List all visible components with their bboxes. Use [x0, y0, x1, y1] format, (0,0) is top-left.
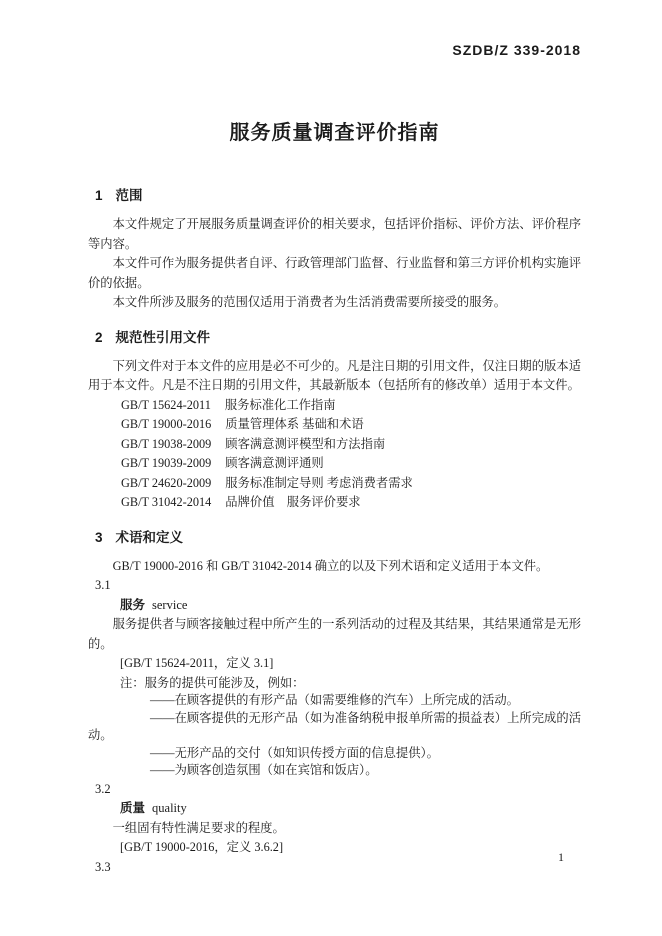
section-2-title: 规范性引用文件: [115, 329, 211, 345]
reference-title: 品牌价值 服务评价要求: [225, 495, 361, 509]
section-2-heading: [88, 328, 581, 348]
section-1-title: 范围: [115, 188, 143, 203]
term-source: [GB/T 19000-2016，定义 3.6.2]: [120, 840, 284, 854]
page-number: 1: [558, 850, 564, 864]
reference-title: 服务标准化工作指南: [224, 397, 336, 412]
term-source: [GB/T 15624-2011，定义 3.1]: [120, 656, 274, 670]
reference-code: GB/T 15624-2011: [121, 397, 211, 412]
reference-code: GB/T 19039-2009: [121, 456, 212, 470]
doc-title: 服务质量调查评价指南: [229, 122, 440, 144]
note-item: ——为顾客创造氛围（如在宾馆和饭店）。: [150, 763, 378, 777]
term-zh: 质量: [120, 801, 146, 815]
reference-item: [88, 415, 581, 435]
section-3-intro: GB/T 19000-2016 和 GB/T 31042-2014 确立的以及下列术语和定义适用于本文件。: [112, 558, 549, 573]
reference-item: [88, 454, 581, 474]
reference-title: 顾客满意测评模型和方法指南: [225, 436, 386, 451]
section-3-title: 术语和定义: [115, 529, 184, 545]
reference-title: 质量管理体系 基础和术语: [225, 417, 364, 431]
section-1-paragraph: 本文件规定了开展服务质量调查评价的相关要求，包括评价指标、评价方法、评价程序等内容。: [88, 217, 581, 251]
section-2-intro: 下列文件对于本文件的应用是必不可少的。凡是注日期的引用文件，仅注日期的版本适用于本文件。凡是不注日期的引用文件，其最新版本（包括所有的修改单）适用于本文件。: [88, 358, 581, 392]
section-3-number: 3: [95, 529, 103, 545]
note-item: ——无形产品的交付（如知识传授方面的信息提供）。: [150, 745, 439, 760]
section-3-heading: [88, 528, 581, 548]
section-1-heading: [88, 186, 581, 206]
section-2-number: 2: [95, 329, 103, 345]
term-line-service: [88, 596, 581, 616]
reference-code: GB/T 31042-2014: [121, 495, 212, 509]
reference-code: GB/T 24620-2009: [121, 475, 212, 490]
reference-title: 顾客满意测评通则: [225, 456, 324, 470]
term-line-quality: [88, 799, 581, 819]
reference-code: GB/T 19038-2009: [121, 436, 212, 451]
clause-number-3-3: 3.3: [95, 859, 111, 874]
section-1-paragraph: 本文件所涉及服务的范围仅适用于消费者为生活消费需要所接受的服务。: [112, 295, 507, 309]
term-definition: 一组固有特性满足要求的程度。: [112, 820, 285, 835]
doc-number: SZDB/Z 339-2018: [452, 42, 581, 58]
note-item: ——在顾客提供的无形产品（如为准备纳税申报单所需的损益表）上所完成的活动。: [88, 710, 581, 742]
note-item: ——在顾客提供的有形产品（如需要维修的汽车）上所完成的活动。: [150, 693, 519, 707]
reference-item: [88, 396, 581, 416]
term-zh: 服务: [120, 597, 146, 612]
term-en: service: [152, 597, 188, 612]
clause-number-3-2: 3.2: [95, 781, 111, 796]
reference-item: [88, 435, 581, 455]
note-label: 注：服务的提供可能涉及，例如：: [120, 675, 305, 690]
section-1-number: 1: [95, 188, 103, 203]
section-1-paragraph: 本文件可作为服务提供者自评、行政管理部门监督、行业监督和第三方评价机构实施评价的依据。: [88, 256, 581, 290]
reference-code: GB/T 19000-2016: [121, 417, 212, 431]
term-en: quality: [152, 801, 187, 815]
reference-item: [88, 493, 581, 513]
clause-number-3-1: 3.1: [95, 578, 111, 592]
term-definition: 服务提供者与顾客接触过程中所产生的一系列活动的过程及其结果，其结果通常是无形的。: [88, 617, 581, 651]
reference-title: 服务标准制定导则 考虑消费者需求: [225, 475, 413, 490]
reference-item: [88, 474, 581, 494]
